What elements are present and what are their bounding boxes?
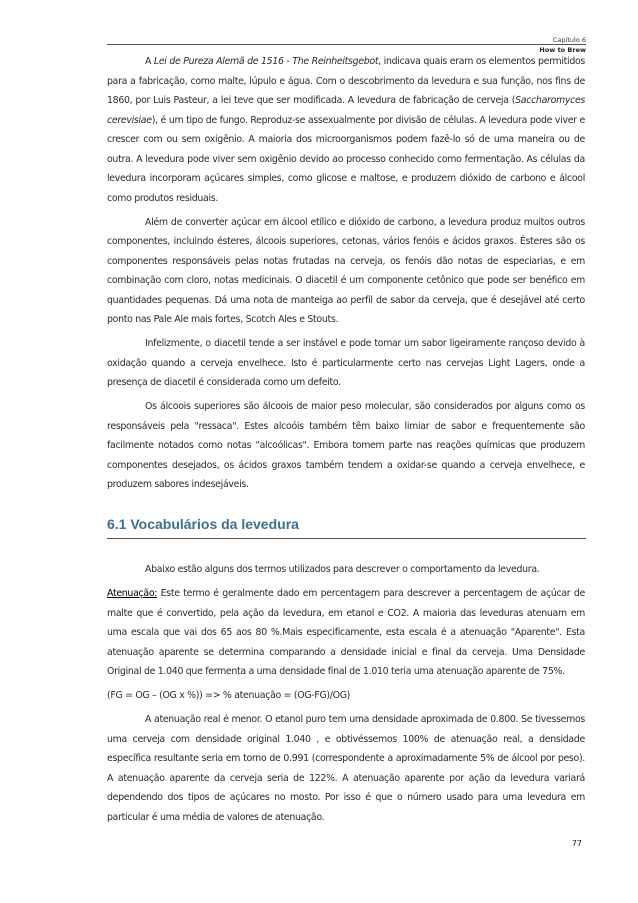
header-rule (107, 44, 586, 45)
section-heading: 6.1 Vocabulários da levedura (107, 516, 299, 532)
paragraph-reinheitsgebot: A Lei de Pureza Alemã de 1516 - The Reinheitsgebot, indicava quais eram os elementos permitidos para a fabricação, como malte, lúpulo e água. Com o descobrimento da levedura e sua função, nos fins de 1860, por Luis Pasteur, a lei teve que ser modificada. A levedura de fabricação de cerveja (Saccharomyces cerevisiae), é um tipo de fungo. Reproduz-se assexualmente por divisão de células. A levedura pode viver e crescer com ou sem oxigênio. A maioria dos microorganismos podem fazê-lo só de uma maneira ou de outra. A levedura pode viver sem oxigênio devido ao processo conhecido como fermentação. As células da levedura incorporam açúcares simples, como glicose e maltose, e produzem dióxido de carbono e álcool como produtos residuais. (107, 56, 586, 204)
paragraph-diacetyl: Infelizmente, o diacetil tende a ser instável e pode tomar um sabor ligeiramente rançoso devido à oxidação quando a cerveja envelhece. Isto é particularmente certo nas cervejas Light Lagers, onde a presença de diacetil é considerada como um defeito. (107, 338, 585, 388)
running-header-chapter: Capítulo 6 (552, 36, 586, 44)
term-attenuation: Atenuação: (107, 588, 158, 599)
section-rule (107, 538, 586, 539)
attenuation-formula: (FG = OG – (OG x %)) => % atenuação = (OG-FG)/OG) (107, 690, 351, 701)
page-number: 77 (571, 839, 582, 848)
body-text-block-1 (107, 52, 585, 495)
paragraph-real-attenuation: A atenuação real é menor. O etanol puro tem uma densidade aproximada de 0.800. Se tivessemos uma cerveja com densidade original 1.040 , e obtivéssemos 100% de atenuação real, a densidade específica resultante seria em torno de 0.991 (correspondente a aproximadamente 5% de álcool por peso). A atenuação aparente da cerveja seria de 122%. A atenuação aparente por ação da levedura variará dependendo dos tipos de açúcares no mosto. Por isso é que o número usado para uma levedura em particular é uma média de valores de atenuação. (107, 714, 585, 823)
species-name-italic: Saccharomyces cerevisiae (107, 95, 585, 126)
running-header-book-title: How to Brew (539, 46, 586, 54)
paragraph-attenuation-definition: Atenuação: Este termo é geralmente dado em percentagem para descrever a percentagem de açúcar de malte que é convertido, pela ação da levedura, em etanol e CO2. A maioria das leveduras atenuam em uma escala que vai dos 65 aos 80 %.Mais especificamente, esta escala é a atenuação "Aparente". Esta atenuação aparente se determina comparando a densidade inicial e final da cerveja. Uma Densidade Original de 1.040 que fermenta a uma densidade final de 1.010 teria uma atenuação aparente de 75%. (107, 588, 585, 677)
law-title-italic: Lei de Pureza Alemã de 1516 - The Reinheitsgebot (153, 56, 379, 67)
body-text-block-2 (107, 560, 585, 827)
paragraph-yeast-compounds: Além de converter açúcar em álcool etílico e dióxido de carbono, a levedura produz muitos outros componentes, incluindo ésteres, álcoois superiores, cetonas, vários fenóis e ácidos graxos. Ésteres são os componentes responsáveis pelas notas frutadas na cerveja, os fenóis dão notas de especiarias, e em combinação com cloro, notas medicinais. O diacetil é um componente cetônico que pode ser benéfico em quantidades pequenas. Dá uma nota de manteiga ao perfil de sabor da cerveja, que é desejável até certo ponto nas Pale Ale mais fortes, Scotch Ales e Stouts. (107, 216, 585, 325)
paragraph-vocabulary-intro: Abaixo estão alguns dos termos utilizados para descrever o comportamento da levedura. (145, 564, 540, 575)
paragraph-higher-alcohols: Os álcoois superiores são álcoois de maior peso molecular, são considerados por alguns como os responsáveis pela "ressaca". Estes alcoóis também têm baixo limiar de sabor e frequentemente são facilmente notados como notas "alcoólicas". Embora tomem parte nas reações químicas que produzem componentes desejados, os ácidos graxos também tendem a oxidar-se quando a cerveja envelhece, e produzem sabores indesejáveis. (107, 401, 585, 490)
